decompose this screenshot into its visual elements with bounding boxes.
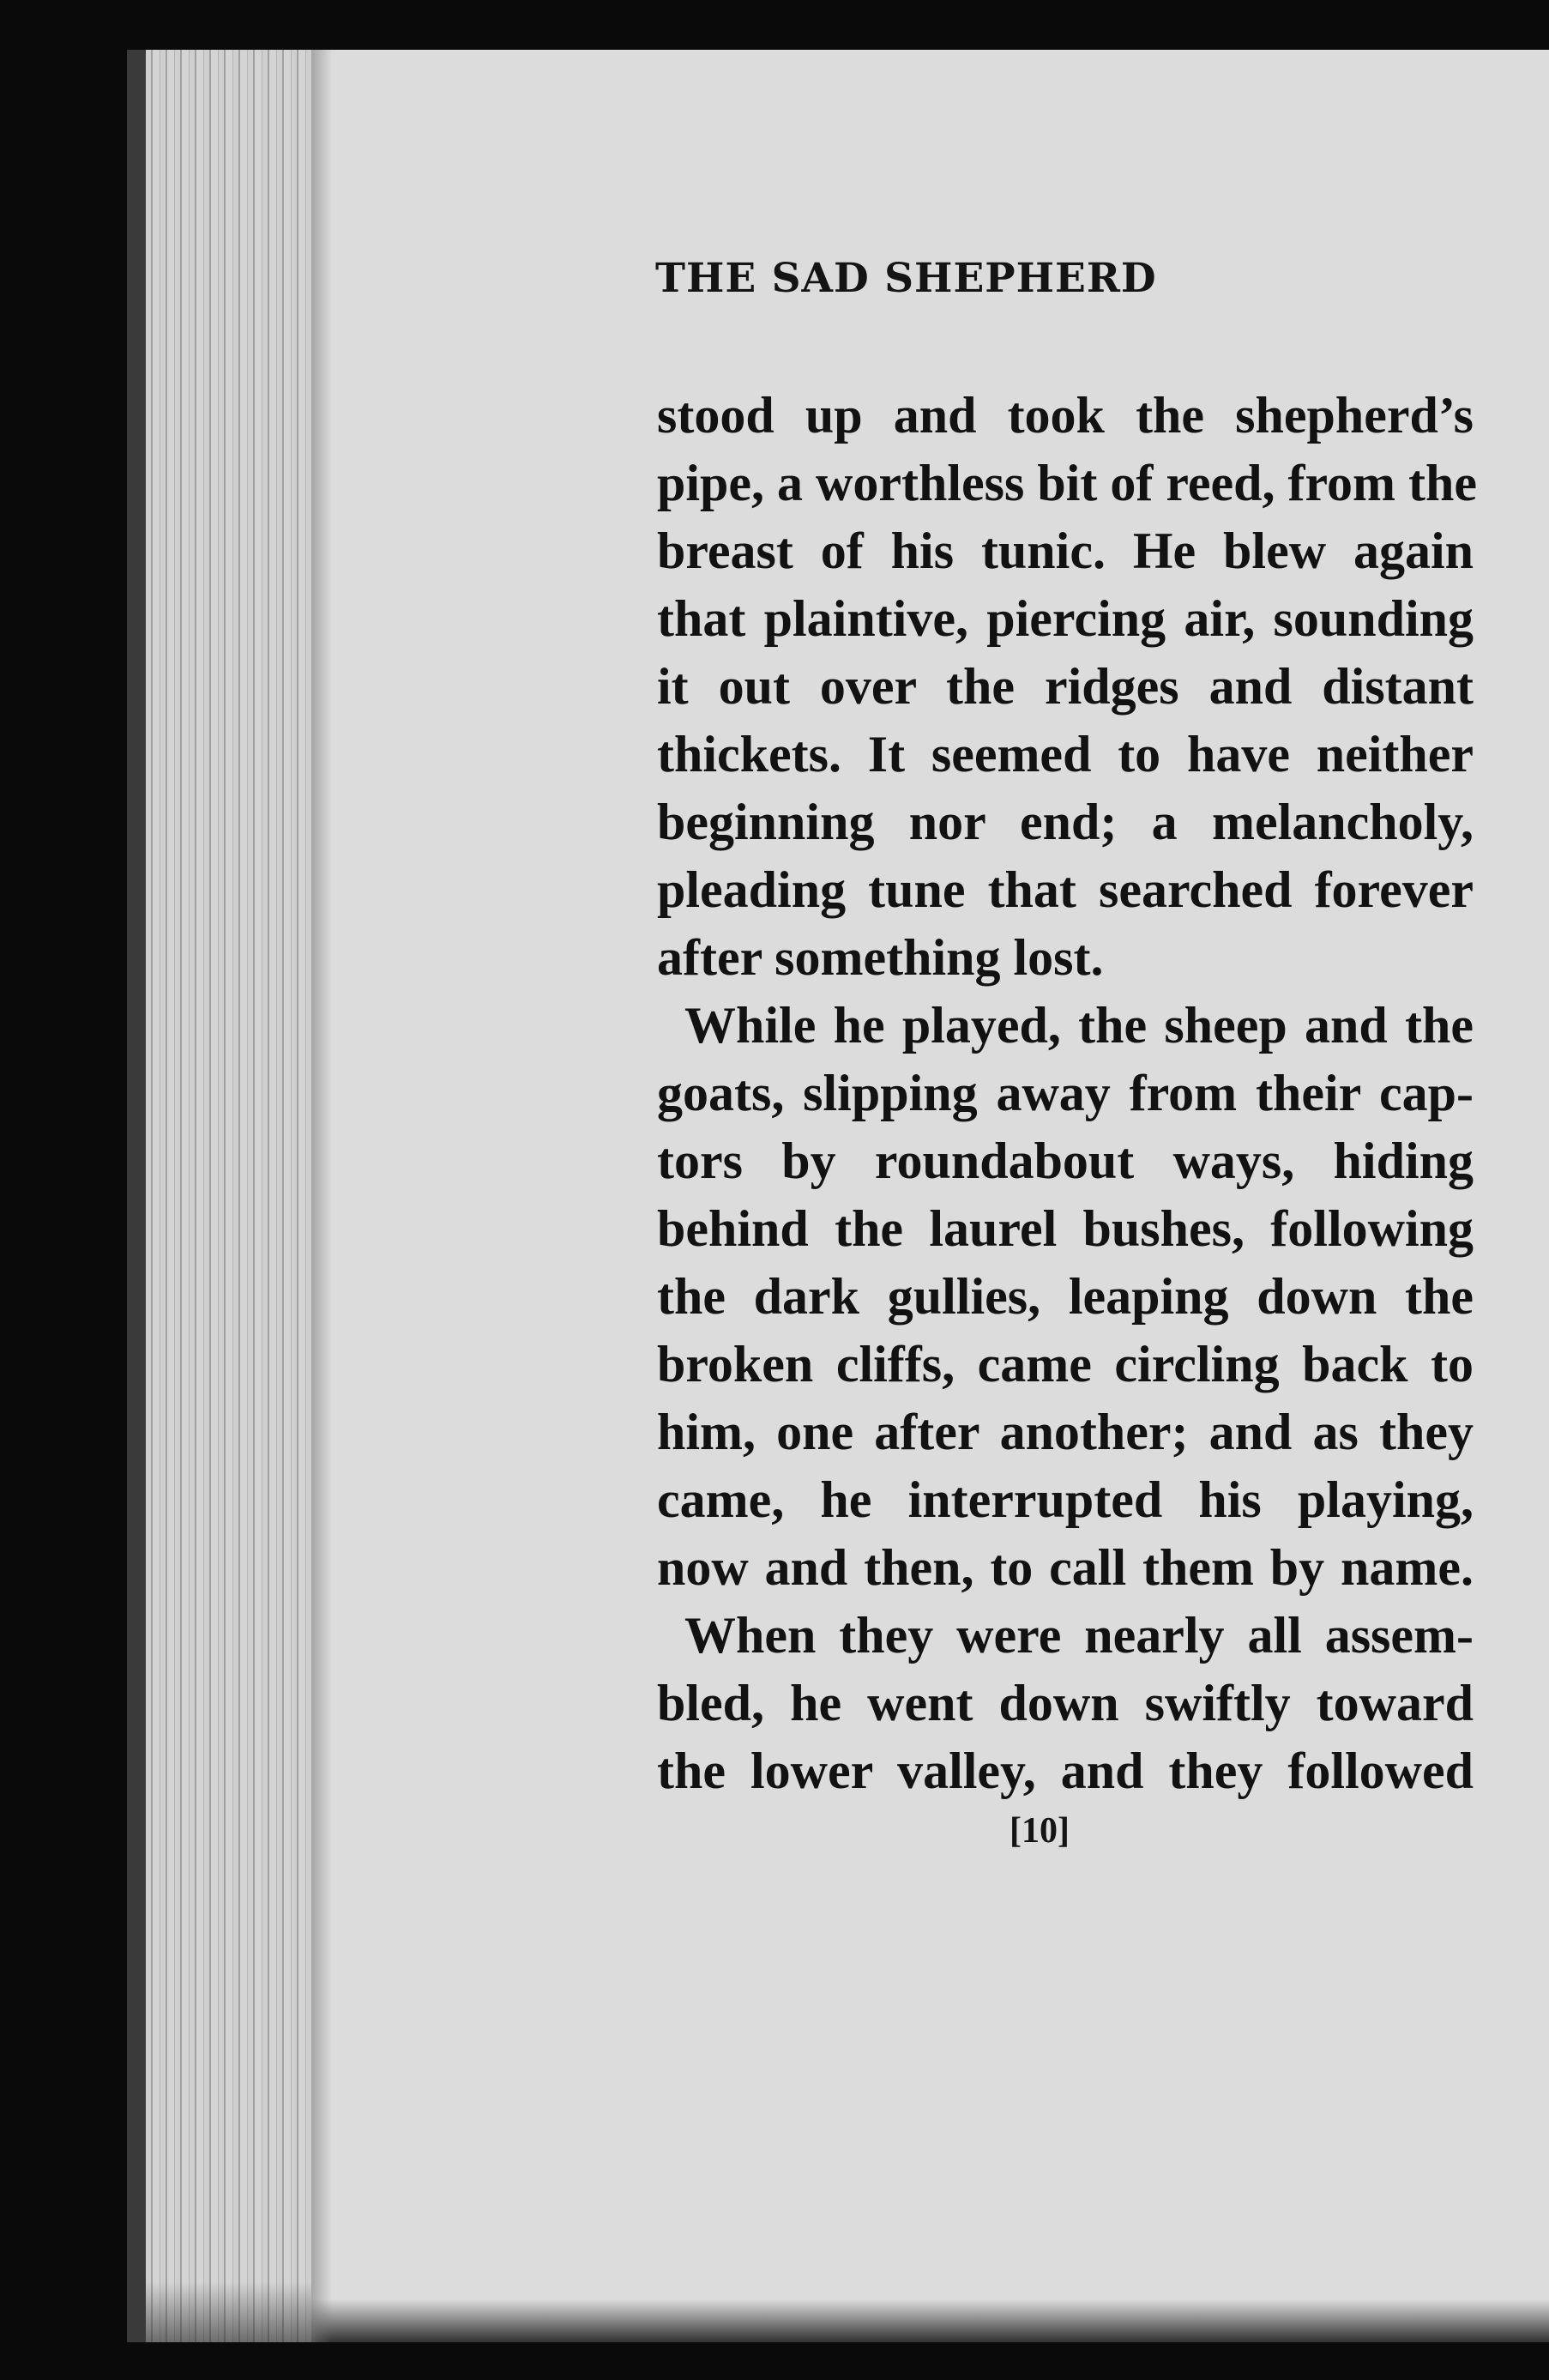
text-line: broken cliffs, came circling back to <box>657 1336 1474 1392</box>
text-line: beginning nor end; a melancholy, <box>657 794 1474 850</box>
text-line: bled, he went down swiftly toward <box>657 1675 1474 1731</box>
text-line: the dark gullies, leaping down the <box>657 1268 1474 1325</box>
running-head: THE SAD SHEPHERD <box>655 255 1157 302</box>
text-line: that plaintive, piercing air, sounding <box>657 590 1474 647</box>
paragraph-1 <box>657 382 1478 992</box>
text-line: behind the laurel bushes, following <box>657 1200 1474 1257</box>
page-bottom-shadow <box>311 2299 1549 2342</box>
text-line: When they were nearly all assem- <box>684 1607 1474 1664</box>
text-line: stood up and took the shepherd’s <box>657 387 1474 444</box>
stacked-page-edges <box>127 50 311 2342</box>
text-line: him, one after another; and as they <box>657 1404 1474 1460</box>
text-line: breast of his tunic. He blew again <box>657 523 1474 579</box>
text-line: it out over the ridges and distant <box>657 658 1474 715</box>
text-line: While he played, the sheep and the <box>684 997 1474 1054</box>
gutter-shadow <box>311 50 332 2342</box>
body-text <box>657 382 1478 1805</box>
text-line: came, he interrupted his playing, <box>657 1471 1474 1528</box>
text-line: thickets. It seemed to have neither <box>657 726 1474 782</box>
text-line: the lower valley, and they followed <box>657 1743 1474 1799</box>
text-line: after something lost. <box>657 929 1104 986</box>
paragraph-2 <box>657 992 1474 1602</box>
text-line: pleading tune that searched forever <box>657 861 1474 918</box>
text-line: goats, slipping away from their cap- <box>657 1065 1474 1121</box>
page-number: [10] <box>1010 1811 1070 1851</box>
text-line: tors by roundabout ways, hiding <box>657 1133 1474 1189</box>
text-line: pipe, a worthless bit of reed, from the <box>657 455 1478 511</box>
text-line: now and then, to call them by name. <box>657 1539 1474 1596</box>
paragraph-3 <box>657 1602 1474 1805</box>
